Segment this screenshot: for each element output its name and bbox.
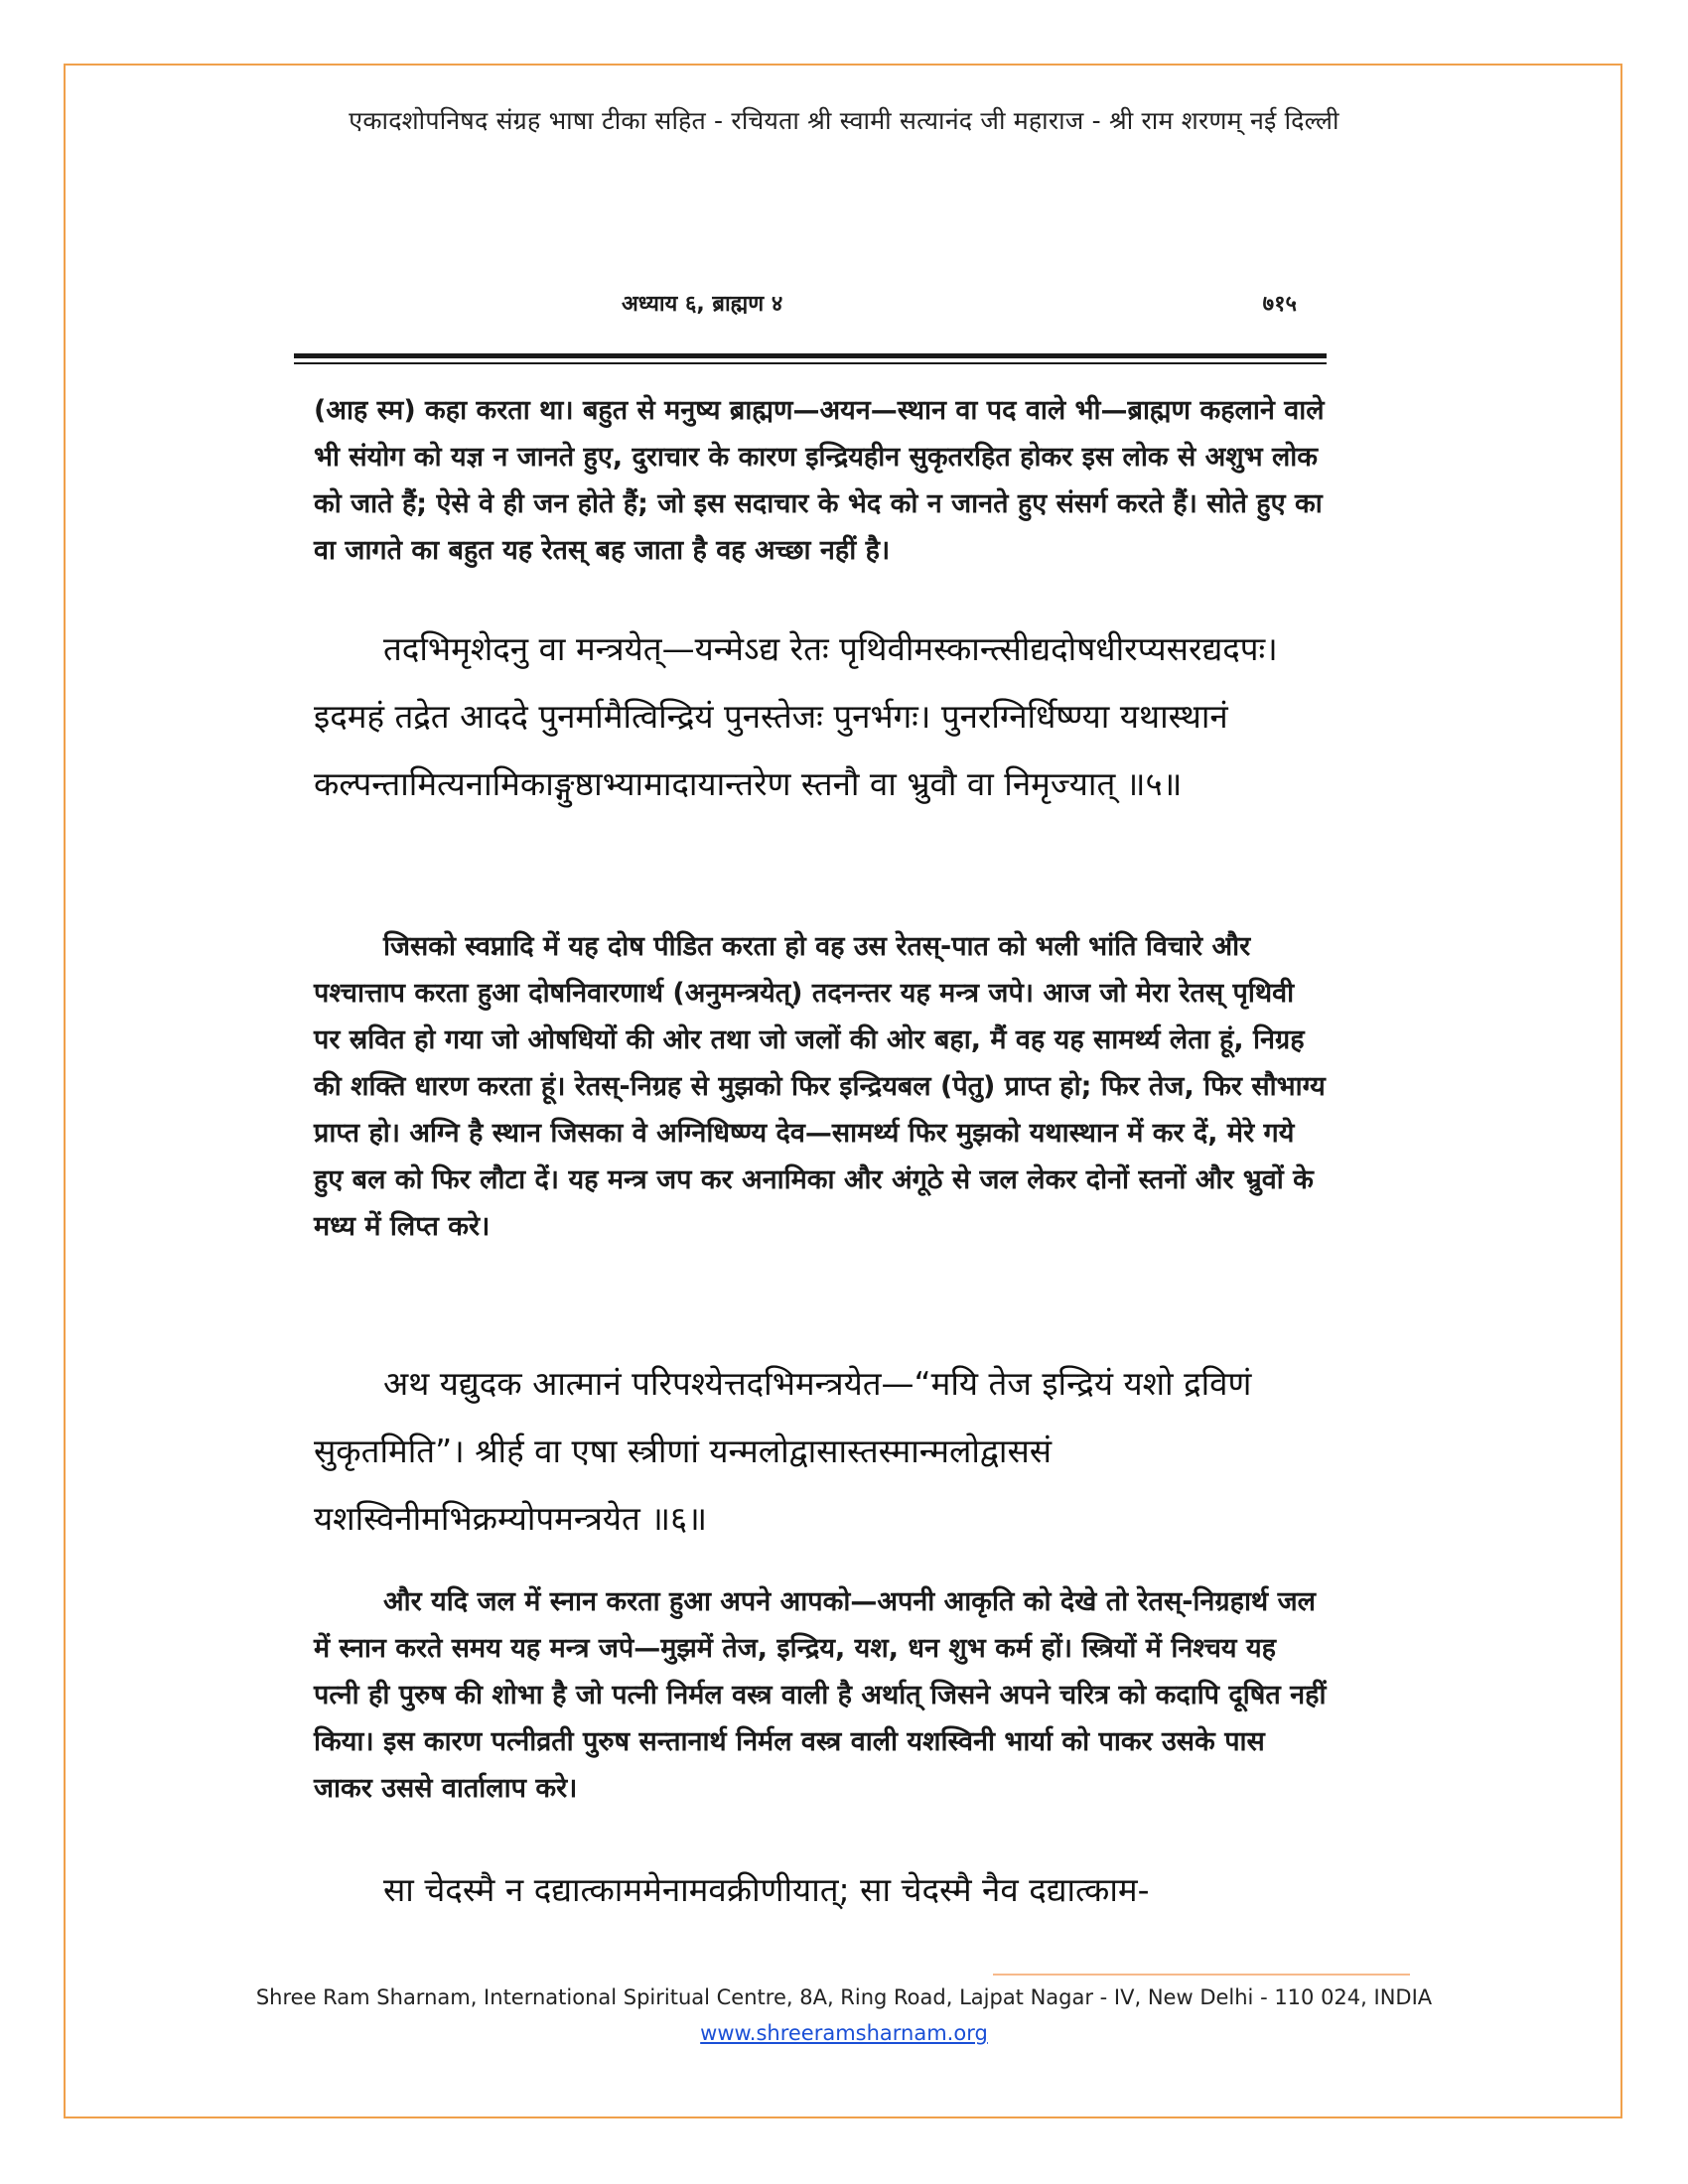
footer-accent-line — [993, 1974, 1410, 1976]
scanned-page — [294, 268, 1327, 1946]
footer-address: Shree Ram Sharnam, International Spiritual Centre, 8A, Ring Road, Lajpat Nagar - IV, New Delhi - 110 024, INDIA — [255, 1985, 1433, 2009]
header-rule-thin — [294, 362, 1327, 364]
chapter-heading: अध्याय ६, ब्राह्मण ४ — [622, 292, 783, 317]
verse-5: तदभिमृशेदनु वा मन्त्रयेत्—यन्मेऽद्य रेतः पृथिवीमस्कान्त्सीद्यदोषधीरप्यसरद्यदपः। इदमहं तद्रेत आददे पुनर्मामैत्विन्द्रियं पुनस्तेजः पुनर्भगः। पुनरग्निर्धिष्ण्या यथास्थानं कल्पन्तामित्यनामिकाङ्गुष्ठाभ्यामादायान्तरेण स्तनौ वा भ्रुवौ वा निमृज्यात् ॥५॥ — [314, 629, 1278, 803]
verse-6: अथ यद्युदक आत्मानं परिपश्येत्तदभिमन्त्रयेत—“मयि तेज इन्द्रियं यशो द्रविणं सुकृतमिति”। श्रीर्ह वा एषा स्त्रीणां यन्मलोद्वासास्तस्मान्मलोद्वाससं यशस्विनीमभिक्रम्योपमन्त्रयेत ॥६॥ — [314, 1364, 1252, 1538]
website-link[interactable]: www.shreeramsharnam.org — [700, 2021, 988, 2045]
page-header-title: एकादशोपनिषद संग्रह भाषा टीका सहित - रचियता श्री स्वामी सत्यानंद जी महाराज - श्री राम शरणम् नई दिल्ली — [349, 106, 1339, 135]
running-head — [294, 288, 1327, 328]
verse-7-start: सा चेदस्मै न दद्यात्काममेनामवक्रीणीयात्; सा चेदस्मै नैव दद्यात्काम- — [383, 1870, 1150, 1909]
header-rule-thick — [294, 353, 1327, 358]
page-number: ७१५ — [1262, 292, 1297, 317]
footer-website-wrap — [89, 2021, 1599, 2045]
gloss-paragraph-1: (आह स्म) कहा करता था। बहुत से मनुष्य ब्राह्मण—अयन—स्थान वा पद वाले भी—ब्राह्मण कहलाने वाले भी संयोग को यज्ञ न जानते हुए, दुराचार के कारण इन्द्रियहीन सुकृतरहित होकर इस लोक से अशुभ लोक को जाते हैं; ऐसे वे ही जन होते हैं; जो इस सदाचार के भेद को न जानते हुए संसर्ग करते हैं। सोते हुए का वा जागते का बहुत यह रेतस् बह जाता है वह अच्छा नहीं है। — [314, 395, 1325, 566]
gloss-paragraph-3: और यदि जल में स्नान करता हुआ अपने आपको—अपनी आकृति को देखे तो रेतस्-निग्रहार्थ जल में स्नान करते समय यह मन्त्र जपे—मुझमें तेज, इन्द्रिय, यश, धन शुभ कर्म हों। स्त्रियों में निश्चय यह पत्नी ही पुरुष की शोभा है जो पत्नी निर्मल वस्त्र वाली है अर्थात् जिसने अपने चरित्र को कदापि दूषित नहीं किया। इस कारण पत्नीव्रती पुरुष सन्तानार्थ निर्मल वस्त्र वाली यशस्विनी भार्या को पाकर उसके पास जाकर उससे वार्तालाप करे। — [314, 1586, 1327, 1804]
gloss-paragraph-2: जिसको स्वप्नादि में यह दोष पीडित करता हो वह उस रेतस्-पात को भली भांति विचारे और पश्चात्ताप करता हुआ दोषनिवारणार्थ (अनुमन्त्रयेत्) तदनन्तर यह मन्त्र जपे। आज जो मेरा रेतस् पृथिवी पर स्रवित हो गया जो ओषधियों की ओर तथा जो जलों की ओर बहा, मैं वह यह सामर्थ्य लेता हूं, निग्रह की शक्ति धारण करता हूं। रेतस्-निग्रह से मुझको फिर इन्द्रियबल (पेतु) प्राप्त हो; फिर तेज, फिर सौभाग्य प्राप्त हो। अग्नि है स्थान जिसका वे अग्निधिष्ण्य देव—सामर्थ्य फिर मुझको यथास्थान में कर दें, मेरे गये हुए बल को फिर लौटा दें। यह मन्त्र जप कर अनामिका और अंगूठे से जल लेकर दोनों स्तनों और भ्रुवों के मध्य में लिप्त करे। — [314, 931, 1326, 1242]
